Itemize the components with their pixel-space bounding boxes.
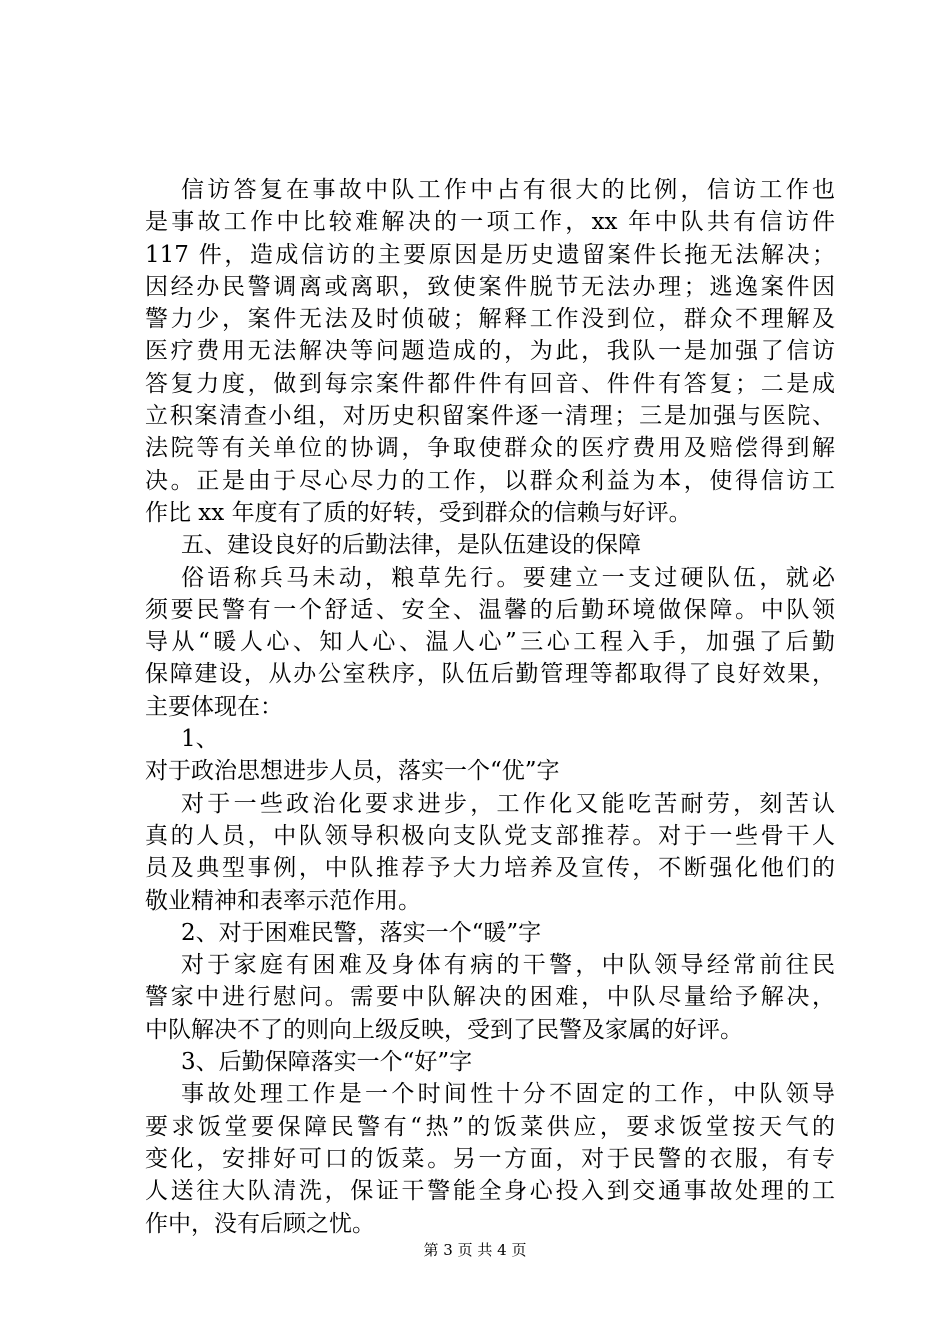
paragraph-line: 对于家庭有困难及身体有病的干警，中队领导经常前往民	[181, 952, 835, 979]
paragraph-line: 事故处理工作是一个时间性十分不固定的工作，中队领导	[181, 1081, 835, 1108]
page-footer: 第 3 页 共 4 页	[423, 1241, 527, 1259]
paragraph-line: 保障建设，从办公室秩序，队伍后勤管理等都取得了良好效果，	[145, 661, 835, 688]
subheading: 对于政治思想进步人员，落实一个“优”字	[145, 758, 560, 785]
paragraph-line: 立积案清查小组，对历史积留案件逐一清理；三是加强与医院、	[145, 403, 835, 430]
list-number: 1、	[181, 726, 219, 753]
paragraph-line: 答复力度，做到每宗案件都件件有回音、件件有答复；二是成	[145, 370, 835, 397]
paragraph-line: 须要民警有一个舒适、安全、温馨的后勤环境做保障。中队领	[145, 596, 835, 623]
paragraph-line: 人送往大队清洗，保证干警能全身心投入到交通事故处理的工	[145, 1178, 835, 1205]
paragraph-line: 导从“暖人心、知人心、温人心”三心工程入手，加强了后勤	[145, 629, 835, 656]
paragraph-line: 敬业精神和表率示范作用。	[145, 887, 421, 914]
paragraph-line: 决。正是由于尽心尽力的工作，以群众利益为本，使得信访工	[145, 467, 835, 494]
paragraph-line: 变化，安排好可口的饭菜。另一方面，对于民警的衣服，有专	[145, 1145, 835, 1172]
paragraph-line: 员及典型事例，中队推荐予大力培养及宣传，不断强化他们的	[145, 855, 835, 882]
paragraph-line: 因经办民警调离或离职，致使案件脱节无法办理；逃逸案件因	[145, 273, 835, 300]
paragraph-line: 作比 xx 年度有了质的好转，受到群众的信赖与好评。	[145, 499, 692, 526]
subheading: 2、对于困难民警，落实一个“暖”字	[181, 919, 542, 946]
paragraph-line: 是事故工作中比较难解决的一项工作，xx 年中队共有信访件	[145, 209, 835, 236]
paragraph-line: 要求饭堂要保障民警有“热”的饭菜供应，要求饭堂按天气的	[145, 1113, 835, 1140]
paragraph-line: 中队解决不了的则向上级反映，受到了民警及家属的好评。	[145, 1016, 743, 1043]
paragraph-line: 医疗费用无法解决等问题造成的，为此，我队一是加强了信访	[145, 338, 835, 365]
paragraph-line: 警家中进行慰问。需要中队解决的困难，中队尽量给予解决，	[145, 984, 835, 1011]
paragraph-line: 117 件，造成信访的主要原因是历史遗留案件长拖无法解决；	[145, 241, 835, 268]
paragraph-line: 信访答复在事故中队工作中占有很大的比例，信访工作也	[181, 177, 835, 203]
document-body	[145, 174, 835, 1240]
paragraph-line: 警力少，案件无法及时侦破；解释工作没到位，群众不理解及	[145, 306, 835, 333]
paragraph-line: 对于一些政治化要求进步，工作化又能吃苦耐劳，刻苦认	[181, 790, 835, 817]
section-heading: 五、建设良好的后勤法律，是队伍建设的保障	[181, 532, 641, 559]
paragraph-line: 主要体现在：	[145, 693, 283, 720]
paragraph-line: 真的人员，中队领导积极向支队党支部推荐。对于一些骨干人	[145, 822, 835, 849]
paragraph-line: 作中，没有后顾之忧。	[145, 1210, 375, 1237]
paragraph-line: 俗语称兵马未动，粮草先行。要建立一支过硬队伍，就必	[181, 564, 835, 591]
paragraph-line: 法院等有关单位的协调，争取使群众的医疗费用及赔偿得到解	[145, 435, 835, 462]
subheading: 3、后勤保障落实一个“好”字	[181, 1049, 473, 1076]
